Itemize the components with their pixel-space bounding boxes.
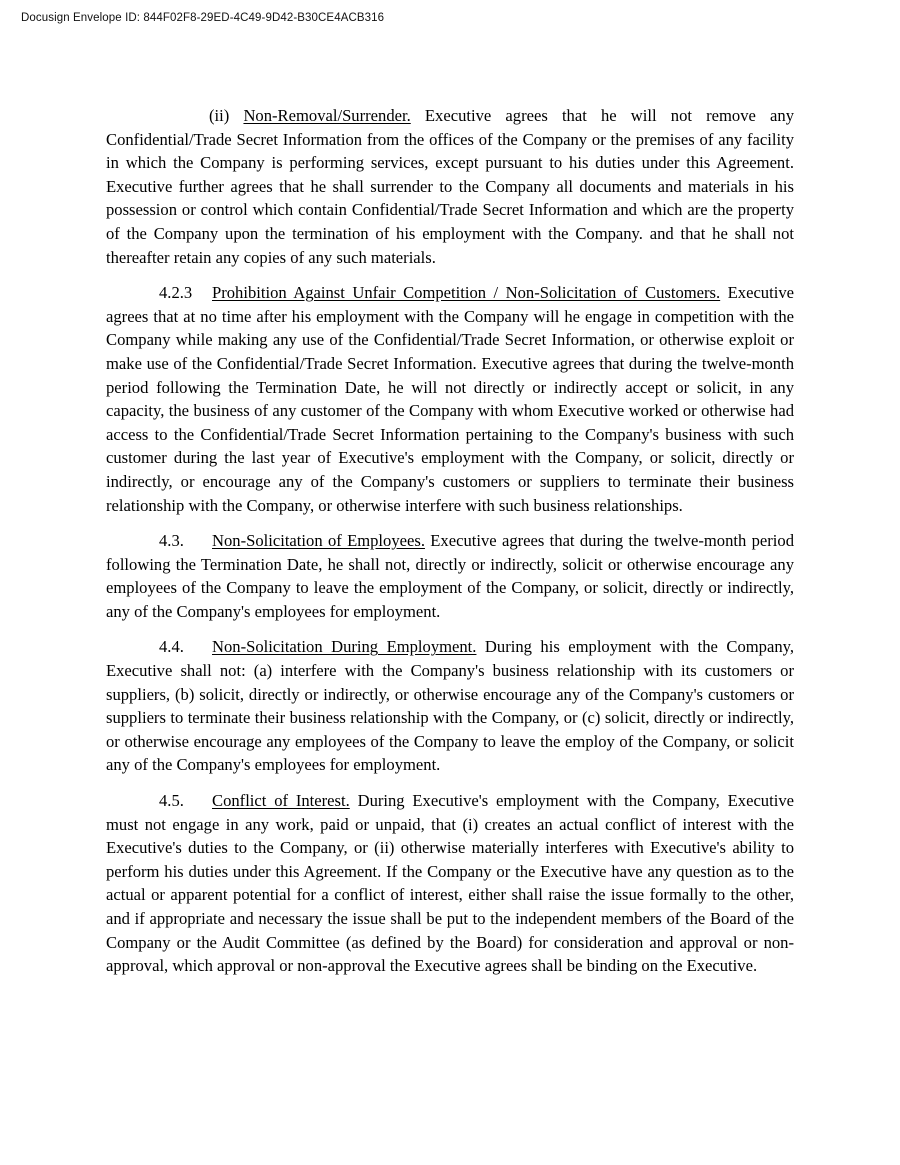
- document-body: [106, 104, 794, 990]
- paragraph-4-4: [106, 635, 794, 777]
- paragraph-text: Executive agrees that at no time after his employment with the Company will he engage in competition with the Company while making any use of the Confidential/Trade Secret Information, or otherwise exploit or make use of the Confidential/Trade Secret Information. Executive agrees that during the twelve-month period following the Termination Date, he will not directly or indirectly accept or solicit, in any capacity, the business of any customer of the Company with whom Executive worked or otherwise had access to the Confidential/Trade Secret Information pertaining to the Company's business with such customer during the last year of Executive's employment with the Company, or solicit, directly or indirectly, or encourage any of the Company's customers or suppliers to terminate their business relationship with the Company, or otherwise interfere with such business relationships.: [106, 283, 794, 515]
- paragraph-4-3: [106, 529, 794, 623]
- paragraph-heading: Prohibition Against Unfair Competition / Non-Solicitation of Customers.: [212, 283, 721, 303]
- paragraph-text: Executive agrees that he will not remove any Confidential/Trade Secret Information from the offices of the Company or the premises of any facility in which the Company is performing services, except pursuant to his duties under this Agreement. Executive further agrees that he shall surrender to the Company all documents and materials in his possession or control which contain Confidential/Trade Secret Information and which are the property of the Company upon the termination of his employment with the Company. and that he shall not thereafter retain any copies of any such materials.: [106, 106, 795, 267]
- paragraph-text: Executive agrees that during the twelve-month period following the Termination Date, he shall not, directly or indirectly, solicit or otherwise encourage any employees of the Company to leave the employment of the Company, or solicit, directly or indirectly, any of the Company's employees for employment.: [106, 531, 794, 621]
- paragraph-text: During his employment with the Company, Executive shall not: (a) interfere with the Company's business relationship with its customers or suppliers, (b) solicit, directly or indirectly, or otherwise encourage any of the Company's customers or suppliers to terminate their business relationship with the Company, or (c) solicit, directly or indirectly, or otherwise encourage any employees of the Company to leave the employ of the Company, or solicit any of the Company's employees for employment.: [106, 637, 794, 775]
- paragraph-number: 4.3.: [159, 531, 184, 551]
- paragraph-number: 4.4.: [159, 637, 184, 657]
- paragraph-non-removal: [106, 104, 794, 269]
- envelope-id: Docusign Envelope ID: 844F02F8-29ED-4C49-9D42-B30CE4ACB316: [21, 12, 385, 24]
- paragraph-number: 4.5.: [159, 791, 184, 811]
- paragraph-heading: Non-Removal/Surrender.: [243, 106, 411, 125]
- paragraph-number: 4.2.3: [159, 283, 193, 303]
- paragraph-4-5: [106, 789, 794, 978]
- paragraph-number: (ii): [209, 106, 230, 125]
- paragraph-heading: Non-Solicitation of Employees.: [212, 531, 425, 551]
- paragraph-heading: Conflict of Interest.: [212, 791, 350, 811]
- paragraph-text: During Executive's employment with the Company, Executive must not engage in any work, paid or unpaid, that (i) creates an actual conflict of interest with the Executive's duties to the Company, or (ii) otherwise materially interferes with Executive's ability to perform his duties under this Agreement. If the Company or the Executive have any question as to the actual or apparent potential for a conflict of interest, either shall raise the issue formally to the other, and if appropriate and necessary the issue shall be put to the independent members of the Board of the Company or the Audit Committee (as defined by the Board) for consideration and approval or non-approval, which approval or non-approval the Executive agrees shall be binding on the Executive.: [106, 791, 794, 976]
- paragraph-heading: Non-Solicitation During Employment.: [212, 637, 477, 657]
- paragraph-4-2-3: [106, 281, 794, 517]
